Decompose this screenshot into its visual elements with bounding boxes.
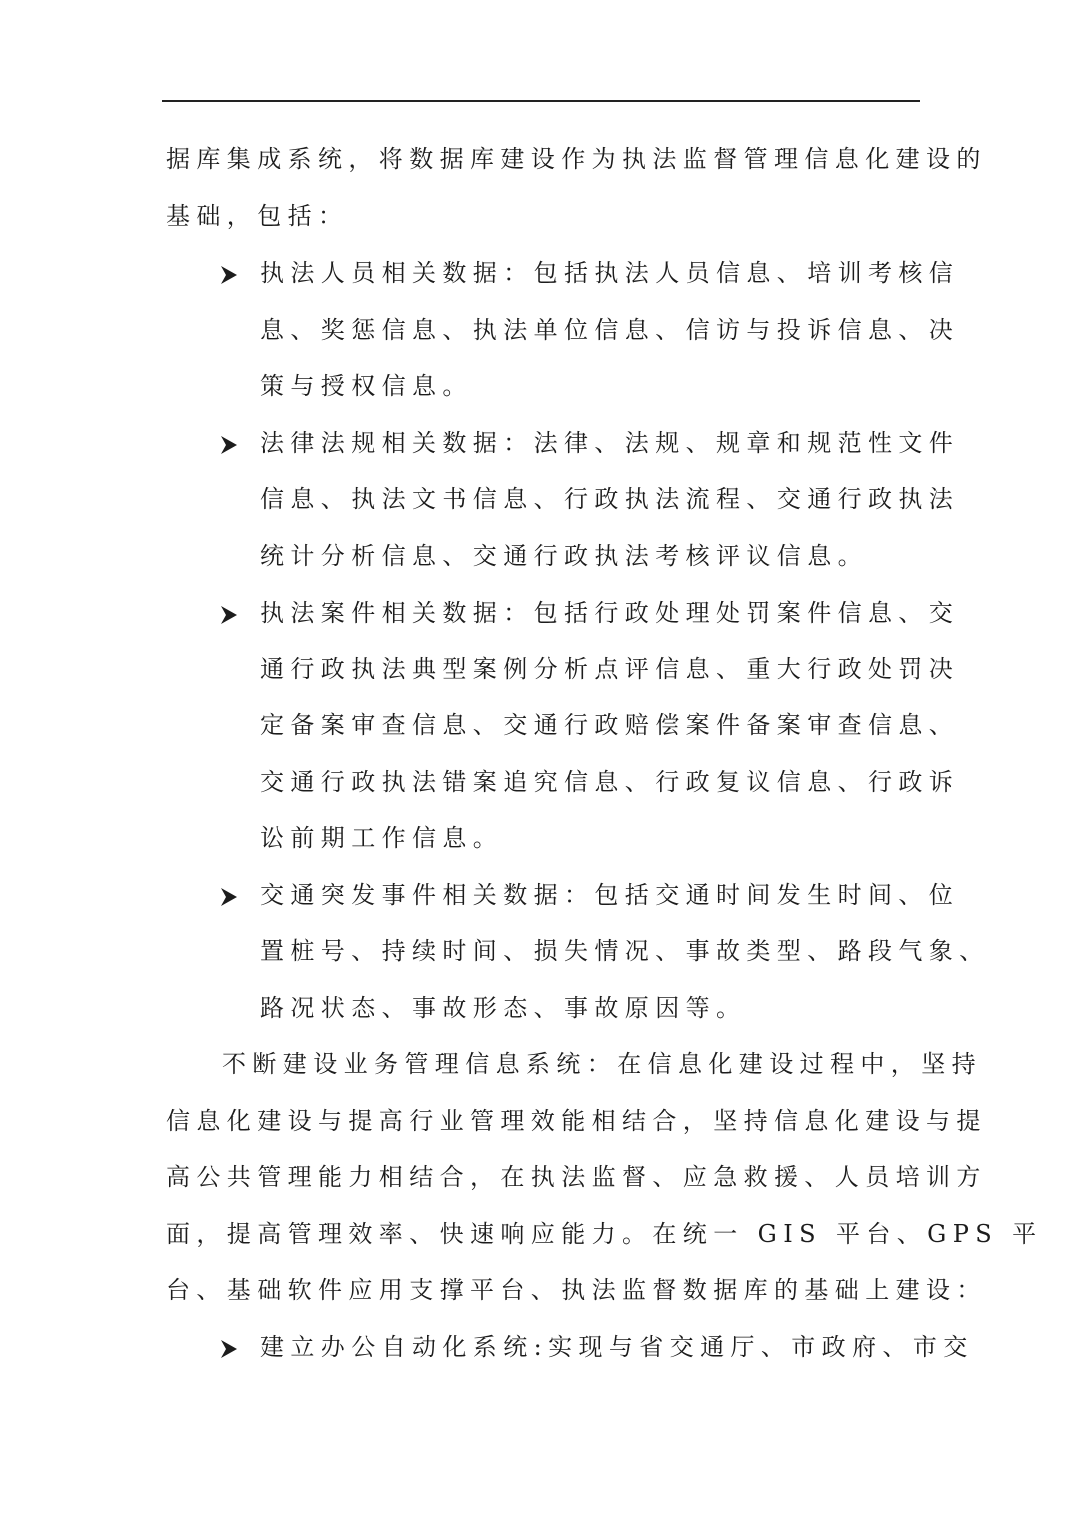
bullet-1-line-3: 策与授权信息。 — [260, 372, 473, 400]
paragraph-2-line-3: 高公共管理能力相结合，在执法监督、应急救援、人员培训方 — [166, 1163, 987, 1191]
bullet-1-line-2: 息、奖惩信息、执法单位信息、信访与投诉信息、决 — [260, 316, 960, 344]
bullet-2-line-2: 信息、执法文书信息、行政执法流程、交通行政执法 — [260, 485, 960, 513]
arrow-bullet-icon — [220, 265, 238, 285]
bullet-2-line-1: 法律法规相关数据：法律、法规、规章和规范性文件 — [260, 429, 960, 457]
bullet-3-line-2: 通行政执法典型案例分析点评信息、重大行政处罚决 — [260, 655, 960, 683]
paragraph-2-line-4: 面，提高管理效率、快速响应能力。在统一 GIS 平台、GPS 平 — [166, 1220, 1043, 1248]
bullet-4-line-3: 路况状态、事故形态、事故原因等。 — [260, 994, 747, 1022]
arrow-bullet-icon — [220, 605, 238, 625]
arrow-bullet-icon — [220, 887, 238, 907]
arrow-bullet-icon — [220, 435, 238, 455]
paragraph-2-line-2: 信息化建设与提高行业管理效能相结合，坚持信息化建设与提 — [166, 1107, 987, 1135]
bullet-4-line-2: 置桩号、持续时间、损失情况、事故类型、路段气象、 — [260, 937, 990, 965]
intro-line-2: 基础，包括： — [166, 202, 349, 230]
bullet-3-line-4: 交通行政执法错案追究信息、行政复议信息、行政诉 — [260, 768, 960, 796]
bullet-3-line-3: 定备案审查信息、交通行政赔偿案件备案审查信息、 — [260, 711, 960, 739]
intro-line-1: 据库集成系统，将数据库建设作为执法监督管理信息化建设的 — [166, 145, 987, 173]
bullet-3-line-1: 执法案件相关数据：包括行政处理处罚案件信息、交 — [260, 599, 960, 627]
bullet-1-line-1: 执法人员相关数据：包括执法人员信息、培训考核信 — [260, 259, 960, 287]
bullet-4-line-1: 交通突发事件相关数据：包括交通时间发生时间、位 — [260, 881, 960, 909]
paragraph-2-line-1: 不断建设业务管理信息系统：在信息化建设过程中，坚持 — [222, 1050, 982, 1078]
header-rule — [162, 100, 920, 102]
bullet-2-line-3: 统计分析信息、交通行政执法考核评议信息。 — [260, 542, 868, 570]
arrow-bullet-icon — [220, 1339, 238, 1359]
bullet-5-line-1: 建立办公自动化系统:实现与省交通厅、市政府、市交 — [260, 1333, 974, 1361]
paragraph-2-line-5: 台、基础软件应用支撑平台、执法监督数据库的基础上建设： — [166, 1276, 987, 1304]
bullet-3-line-5: 讼前期工作信息。 — [260, 824, 504, 852]
